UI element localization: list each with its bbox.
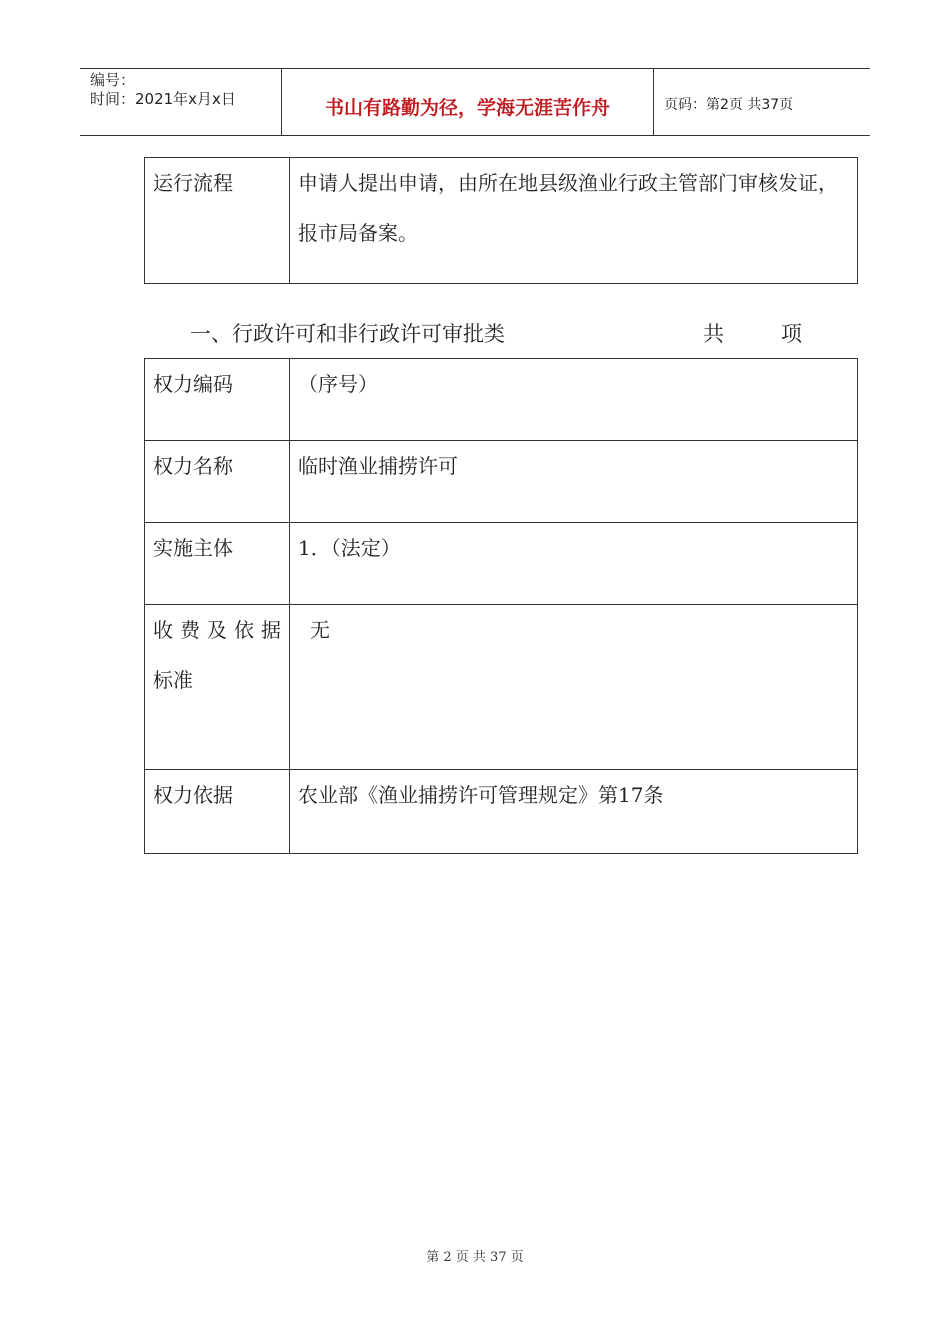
row-value: 申请人提出申请，由所在地县级渔业行政主管部门审核发证，报市局备案。 — [290, 158, 858, 284]
page-header — [80, 68, 870, 136]
row-label-multiline — [145, 605, 290, 770]
table-row — [145, 441, 858, 523]
header-number: 编号： — [90, 71, 136, 89]
header-page-info: 页码：第2页 共37页 — [664, 97, 794, 113]
table-row — [145, 770, 858, 854]
row-value: 无 — [290, 605, 858, 770]
row-label-line: 标准 — [153, 668, 193, 692]
row-value: （序号） — [290, 359, 858, 441]
page-footer: 第 2 页 共 37 页 — [426, 1250, 524, 1265]
row-label: 运行流程 — [145, 158, 290, 284]
table-row — [145, 523, 858, 605]
process-table — [144, 157, 858, 284]
header-meta — [80, 69, 282, 135]
row-value: 农业部《渔业捕捞许可管理规定》第17条 — [290, 770, 858, 854]
table-row — [145, 158, 858, 284]
row-value: 临时渔业捕捞许可 — [290, 441, 858, 523]
power-table — [144, 358, 858, 854]
row-label-line: 收费及依据 — [153, 618, 281, 642]
section-count-label: 共 — [703, 322, 724, 346]
row-label: 实施主体 — [145, 523, 290, 605]
row-value: 1．（法定） — [290, 523, 858, 605]
header-time: 时间：2021年x月x日 — [90, 90, 236, 108]
section-title: 一、行政许可和非行政许可审批类 — [190, 322, 505, 346]
row-label: 权力编码 — [145, 359, 290, 441]
table-row — [145, 359, 858, 441]
row-label: 权力名称 — [145, 441, 290, 523]
table-row — [145, 605, 858, 770]
header-motto: 书山有路勤为径，学海无涯苦作舟 — [282, 69, 654, 135]
section-unit-label: 项 — [781, 322, 802, 346]
row-label: 权力依据 — [145, 770, 290, 854]
